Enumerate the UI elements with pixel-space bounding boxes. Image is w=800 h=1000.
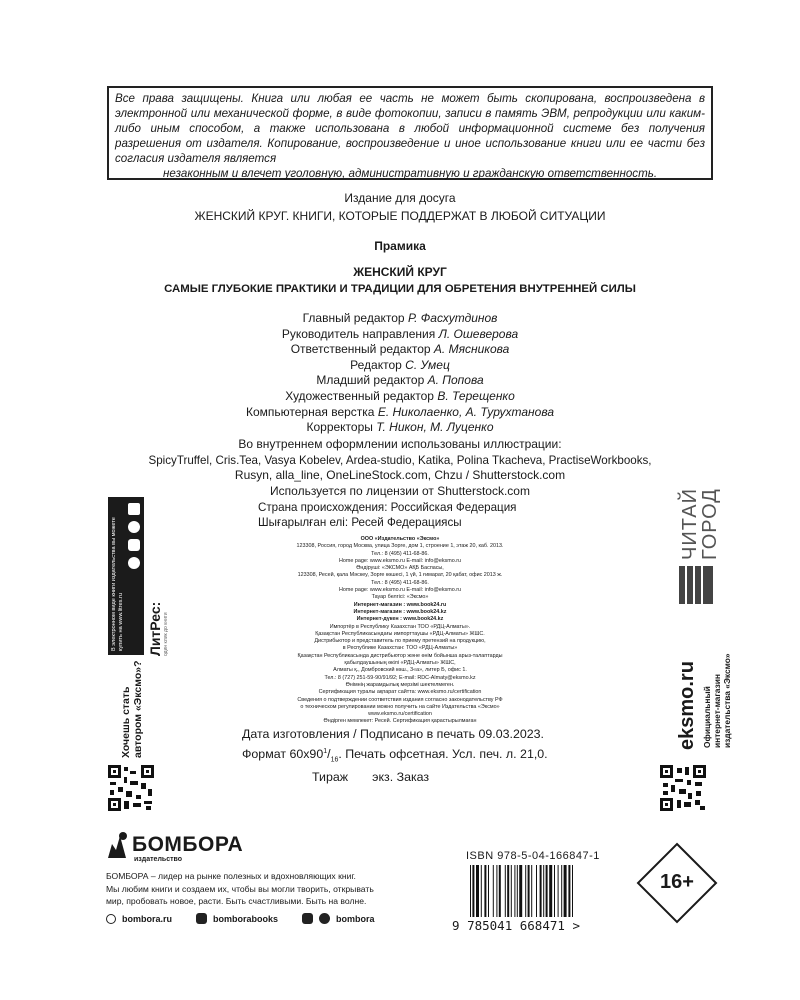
barcode-bar: [470, 865, 471, 917]
publisher-line: Интернет-магазин : www.book24.ru: [353, 601, 447, 608]
barcode-bar: [540, 865, 542, 917]
barcode: [466, 865, 616, 917]
bombora-social: [106, 913, 375, 924]
barcode-bar: [481, 865, 482, 917]
age-rating-badge: [636, 842, 718, 924]
staff-line: Главный редактор Р. Фасхутдинов: [302, 311, 498, 325]
windows-icon: [128, 503, 140, 515]
barcode-bar: [484, 865, 486, 917]
bombora-desc-line: мир, пробовать новое, расти. Быть счастливыми. Быть на волне.: [106, 896, 367, 906]
author-call: Хочешь стать автором «Эксмо»?: [120, 660, 144, 758]
isbn: ISBN 978-5-04-166847-1: [466, 850, 600, 862]
bombora-desc-line: Мы любим книги и создаем их, чтобы вы могли творить, открывать: [106, 883, 374, 894]
edition-type: Издание для досуга: [344, 191, 456, 205]
rights-last-line: незаконным и влечет уголовную, административную и гражданскую ответственность.: [162, 167, 658, 180]
barcode-bar: [564, 865, 567, 917]
print-format: Формат $60x90^1/_{16}$. Печать офсетная. Усл. печ. л. 21,0.: [242, 747, 548, 764]
chitai-gorod-logo-mark: [679, 566, 715, 604]
barcode-bar: [554, 865, 555, 917]
qr-code: [660, 765, 706, 811]
book-title: ЖЕНСКИЙ КРУГ: [353, 265, 447, 279]
illustration-line: Используется по лицензии от Shutterstock.com: [270, 483, 530, 498]
barcode-bar: [499, 865, 501, 917]
publisher-line: Өнімнің жарамдылық мерзімі шектелмеген.: [345, 681, 455, 688]
illustration-credits: [80, 437, 720, 499]
publisher-line: www.eksmo.ru/certification: [368, 711, 432, 718]
litres-sub: один клик до книги: [163, 612, 169, 656]
barcode-bar: [496, 865, 497, 917]
origin-ru: Страна происхождения: Российская Федерация: [258, 501, 517, 514]
publisher-line: Интернет-дүкен : www.book24.kz: [356, 616, 444, 623]
staff-list: [80, 311, 720, 436]
origin-kz: Шығарылған елі: Ресей Федерациясы: [258, 516, 462, 529]
publisher-line: Импортёр в Республику Казахстан ТОО «РДЦ-Алматы».: [329, 623, 471, 630]
barcode-bar: [525, 865, 526, 917]
illustration-line: Rusyn, alla_line, OneLineStock.com, Chzu / Shutterstock.com: [234, 468, 566, 483]
litres-banner: [108, 497, 144, 655]
android-icon: [128, 539, 140, 551]
bombora-vk-link[interactable]: bomborabooks: [213, 913, 279, 924]
publisher-line: Тауар белгісі: «Эксмо»: [371, 594, 429, 601]
barcode-bar: [488, 865, 489, 917]
publisher-line: Home page: www.eksmo.ru E-mail: info@eksmo.ru: [338, 587, 461, 594]
publisher-line: Дистрибьютор и представитель по приему претензий на продукцию,: [314, 638, 486, 645]
barcode-bar: [472, 865, 474, 917]
bombora-desc-line: БОМБОРА – лидер на рынке полезных и вдохновляющих книг.: [106, 871, 356, 881]
barcode-bar: [549, 865, 552, 917]
publisher-line: Home page: www.eksmo.ru E-mail: info@eksmo.ru: [338, 557, 461, 564]
publisher-line: 123308, Ресей, қала Мәскеу, Зорге көшесі, 1 үй, 1 ғимарат, 20 қабат, офис 2013 ж.: [297, 572, 503, 579]
barcode-bar: [568, 865, 570, 917]
publisher-line: Сведения о подтверждении соответствия издания согласно законодательству РФ: [297, 696, 503, 703]
litres-logo: ЛитРес:: [147, 601, 163, 656]
eksmo-site: eksmo.ru: [676, 661, 698, 750]
bombora-description: [106, 870, 374, 908]
barcode-bar: [511, 865, 512, 917]
publisher-line: Сертификация туралы ақпарат сайтта: www.eksmo.ru/certification: [318, 689, 482, 696]
vk-icon: [196, 913, 207, 924]
publisher-line: о техническом регулировании можно получить на сайте Издательства «Эксмо»: [300, 703, 500, 710]
staff-line: Ответственный редактор А. Мясникова: [290, 342, 510, 357]
publisher-line: Тел.: 8 (495) 411-68-86.: [371, 579, 429, 586]
bombora-logo-icon: [106, 830, 130, 860]
print-run: Тираж экз. Заказ: [312, 769, 430, 784]
barcode-bar: [528, 865, 530, 917]
publisher-line: ООО «Издательство «Эксмо»: [360, 536, 440, 542]
publisher-line: қабылдаушының өкілі «РДЦ-Алматы» ЖШС,: [344, 660, 456, 667]
age-rating: 16+: [660, 871, 694, 893]
publisher-line: в Республике Казахстан: ТОО «РДЦ-Алматы»: [342, 645, 458, 652]
series-title: ЖЕНСКИЙ КРУГ. КНИГИ, КОТОРЫЕ ПОДДЕРЖАТ В ЛЮБОЙ СИТУАЦИИ: [194, 209, 606, 223]
barcode-bar: [572, 865, 573, 917]
barcode-bar: [507, 865, 509, 917]
barcode-bar: [543, 865, 544, 917]
bombora-telegram-link[interactable]: bombora: [336, 913, 375, 924]
barcode-bar: [558, 865, 559, 917]
staff-line: Редактор С. Умец: [350, 357, 450, 372]
ebook-text: В электронном виде книги издательства вы можете купить на www.litres.ru: [111, 517, 124, 651]
barcode-bar: [531, 865, 532, 917]
print-date: Дата изготовления / Подписано в печать 09.03.2023.: [242, 727, 544, 741]
barcode-bar: [517, 865, 518, 917]
barcode-bar: [514, 865, 515, 917]
bombora-logo: БОМБОРА: [132, 833, 244, 856]
barcode-bar: [476, 865, 479, 917]
publisher-info: [255, 536, 545, 726]
publisher-line: Тел.: 8 (495) 411-68-86.: [371, 550, 429, 557]
origin-block: [258, 500, 516, 530]
publisher-line: 123308, Россия, город Москва, улица Зорге, дом 1, строение 1, этаж 20, каб. 2013.: [296, 543, 504, 550]
barcode-bar: [546, 865, 548, 917]
illustration-line: Во внутреннем оформлении использованы иллюстрации:: [238, 437, 562, 451]
barcode-bar: [519, 865, 522, 917]
barcode-bar: [493, 865, 494, 917]
apple-icon: [128, 521, 140, 533]
publisher-line: Қазақстан Республикасында дистрибьютор және өнім бойынша арыз-талаптарды: [297, 652, 503, 659]
book-subtitle: САМЫЕ ГЛУБОКИЕ ПРАКТИКИ И ТРАДИЦИИ ДЛЯ ОБРЕТЕНИЯ ВНУТРЕННЕЙ СИЛЫ: [164, 283, 636, 295]
bombora-site-link[interactable]: bombora.ru: [122, 913, 173, 924]
globe-icon: [106, 914, 116, 924]
staff-line: Младший редактор А. Попова: [316, 373, 484, 388]
illustration-line: SpicyTruffel, Cris.Tea, Vasya Kobelev, Ardea-studio, Katika, Polina Tkacheva, PractiseWorkbooks,: [148, 453, 652, 467]
rights-text: Все права защищены. Книга или любая ее часть не может быть скопирована, воспроизведена в электронной или механической форме, в виде фотокопии, записи в память ЭВМ, репродукции или каким-либо иным способом, а также использована в любой информационной системе без получения разрешения от издателя. Копирование, воспроизведение и иное использование книги или ее части без согласия издателя является: [115, 92, 705, 165]
bombora-logo-sub: издательство: [134, 856, 182, 863]
publisher-line: Алматы қ., Домбровский көш., 3«а», литер Б, офис 1.: [333, 667, 467, 674]
staff-line: Компьютерная верстка Е. Николаенко, А. Турухтанова: [245, 404, 555, 419]
qr-code: [108, 765, 154, 811]
eksmo-shop-label: Официальный интернет-магазин издательства «Эксмо»: [702, 653, 732, 748]
staff-line: Руководитель направления Л. Ошеверова: [281, 326, 519, 341]
staff-line: Художественный редактор В. Терещенко: [285, 388, 515, 403]
publisher-line: Қазақстан Республикасындағы импорттаушы «РДЦ-Алматы» ЖШС.: [315, 630, 485, 637]
barcode-digits: 9 785041 668471 >: [452, 918, 580, 933]
rights-notice: [107, 86, 713, 180]
publisher-line: Тел.: 8 (727) 251-59-90/91/92; E-mail: RDC-Almaty@eksmo.kz: [324, 674, 476, 681]
barcode-bar: [505, 865, 506, 917]
telegram-icon: [319, 913, 330, 924]
publisher-line: Өндірген мемлекет: Ресей. Сертификация қарастырылмаған: [323, 718, 477, 725]
barcode-bar: [536, 865, 537, 917]
chitai-gorod-logo: ЧИТАЙ ГОРОД: [679, 488, 721, 560]
staff-line: Корректоры Т. Никон, М. Луценко: [306, 420, 494, 435]
author-name: Прамика: [374, 239, 426, 253]
apple-icon: [128, 557, 140, 569]
print-info: [242, 726, 548, 786]
barcode-bar: [561, 865, 562, 917]
publisher-line: Интернет-магазин : www.book24.kz: [353, 608, 447, 615]
publisher-line: Өндіруші: «ЭКСМО» АҚБ Баспасы,: [356, 565, 444, 572]
youtube-icon: [302, 913, 313, 924]
